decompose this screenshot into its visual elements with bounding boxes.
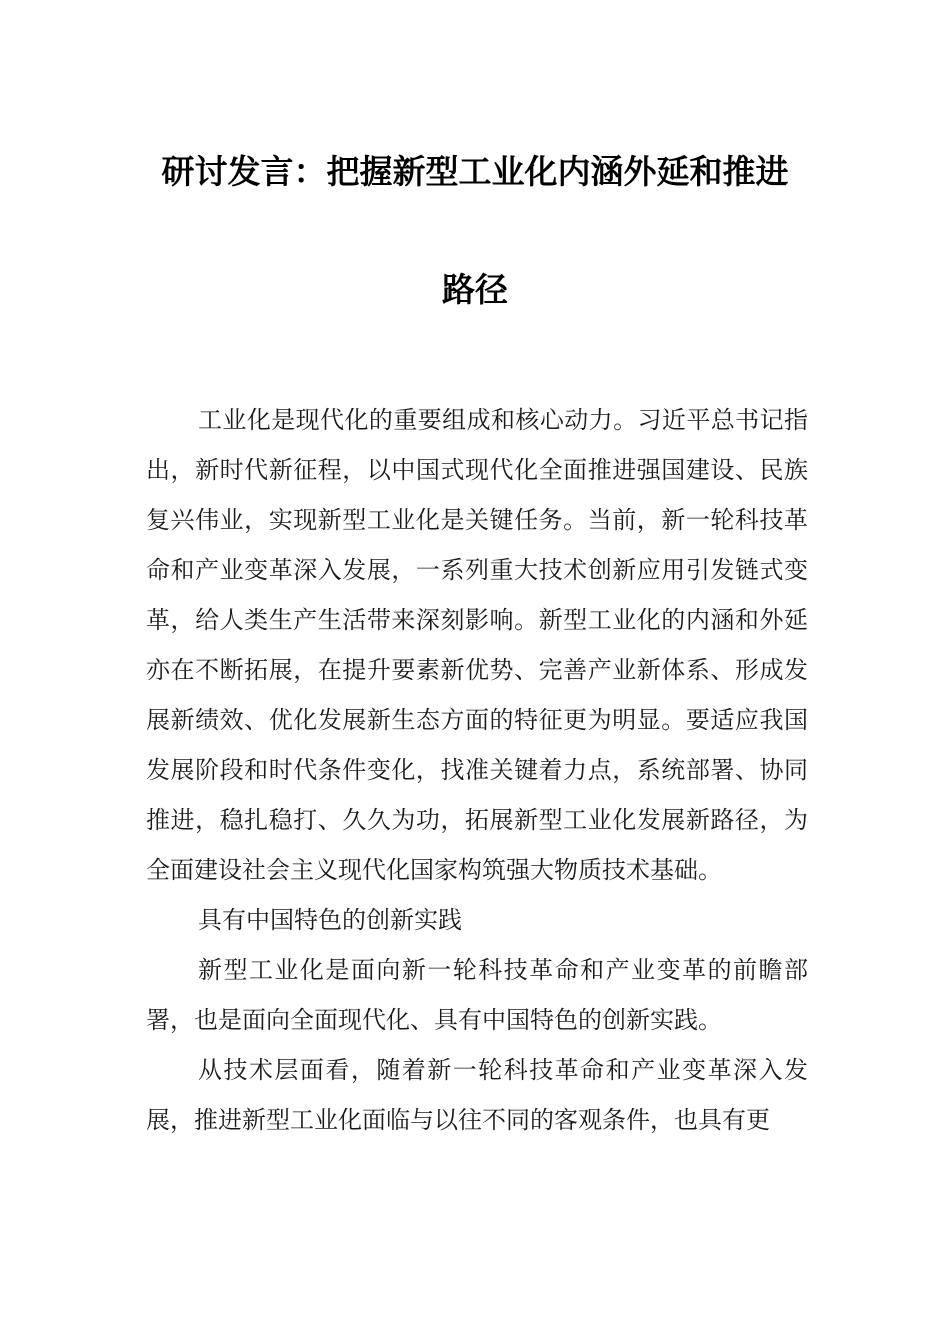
section-heading: 具有中国特色的创新实践	[198, 906, 462, 934]
paragraph-section-intro: 新型工业化是面向新一轮科技革命和产业变革的前瞻部署，也是面向全面现代化、具有中国特色的创新实践。	[146, 956, 808, 1034]
document-body	[146, 395, 808, 1145]
title-line-2: 路径	[442, 270, 508, 309]
paragraph-technical-level: 从技术层面看，随着新一轮科技革命和产业变革深入发展，推进新型工业化面临与以往不同的客观条件，也具有更	[146, 1056, 808, 1134]
title-line-1: 研讨发言：把握新型工业化内涵外延和推进	[161, 152, 789, 191]
paragraph-intro: 工业化是现代化的重要组成和核心动力。习近平总书记指出，新时代新征程，以中国式现代化全面推进强国建设、民族复兴伟业，实现新型工业化是关键任务。当前，新一轮科技革命和产业变革深入发展，一系列重大技术创新应用引发链式变革，给人类生产生活带来深刻影响。新型工业化的内涵和外延亦在不断拓展，在提升要素新优势、完善产业新体系、形成发展新绩效、优化发展新生态方面的特征更为明显。要适应我国发展阶段和时代条件变化，找准关键着力点，系统部署、协同推进，稳扎稳打、久久为功，拓展新型工业化发展新路径，为全面建设社会主义现代化国家构筑强大物质技术基础。	[146, 406, 808, 884]
document-title	[130, 113, 820, 349]
